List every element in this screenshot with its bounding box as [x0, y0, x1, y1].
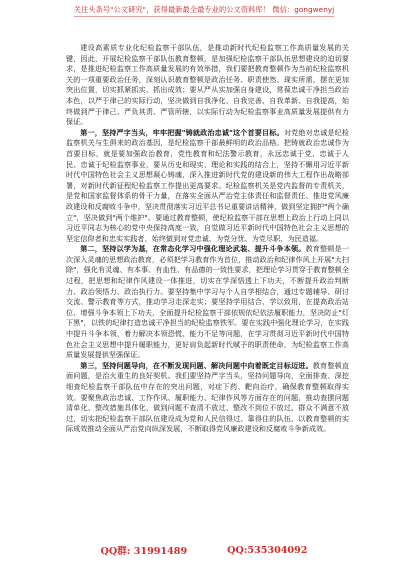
section-2-heading: 第二，坚持以学为基，在常态化学习中强化理论武装、提升斗争本领。 [80, 244, 306, 254]
qq-number: QQ:535304092 [227, 544, 308, 556]
paragraph-section-2 [66, 244, 349, 361]
qq-group-number: QQ群: 31991489 [100, 546, 188, 557]
section-3-text: 教育整顿直面问题，是治火重生的良好契机。我们要坚持严字当头，坚持问题导向，全面排查、深挖细查纪检监察干部队伍中存在的突出问题，对症下药、靶向治疗，确保教育整顿取得实效。要聚焦政治忠诚、工作作风、履职能力、纪律作风等方面存在的问题，推动查摆问题清单化、整改措施具体化，做到问题不查清不放过、整改不到位不放过、群众不满意不放过，切实把纪检监察干部队伍建设成为党和人民信得过、靠得住的队伍，以教育整顿的实际成效推动全面从严治党向纵深发展，不断取得党风廉政建设和反腐败斗争新成效。 [66, 360, 349, 434]
section-3-heading: 第三，坚持问题导向，在不断发现问题、解决问题中向着既定目标迈进。 [80, 360, 313, 370]
section-1-text: 对党绝对忠诚是纪检监察机关与生俱来的政治基因，是纪检监察干部最鲜明的政治品格。把铸就政治忠诚作为首要目标，就是要加强政治教育，党性教育和纪法警示教育，永远忠诚于党、忠诚于人民、忠诚于纪检监察事业，要从历史和现实、理论和实践的结合上，坚持不懈用习近平新时代中国特色社会主义思想凝心铸魂，深入推进新时代党的建设新的伟大工程作出战略部署，对新时代新征程纪检监察工作提出更高要求。纪检监察机关是党内监督的专责机关，是党和国家监督体系的骨干力量，在落实全面从严治党主体责任和监督责任、推进党风廉政建设和反腐败斗争中，坚决贯彻落实习近平总书记重要讲话精神，做到坚定拥护"两个确立"，坚决做到"两个维护"。要通过教育整顿，使纪检监察干部在思想上政治上行动上同以习近平同志为核心的党中央保持高度一致，自觉做习近平新时代中国特色社会主义思想的坚定信仰者和忠实实践者，始终做到对党忠诚、为党分忧、为党尽职、为民造福。 [66, 127, 350, 243]
article-body [66, 43, 349, 435]
paragraph-section-3 [66, 361, 349, 435]
section-1-heading: 第一，坚持严字当头，牢牢把握"铸就政治忠诚"这个首要目标。 [80, 127, 284, 137]
top-banner [0, 0, 408, 22]
footer-contact [0, 540, 408, 560]
banner-text: 关注头条号"公文研究"，获得最新最全最专业的公文资料库！ 微信：gongwenyj [74, 5, 335, 17]
paragraph-section-1 [66, 128, 349, 245]
section-2-text: 教育整顿是一次深入灵魂的思想政治教育，必须把学习教育作为首位，推动政治和纪律作风上开展"大扫除"，强化有灵魂、有本事、有血性、有品德的一致性要求，把理论学习贯穿于教育整顿全过程，把思想和纪律作风建设一体推进，切实在学深悟透上下功夫，不断提升政治判断力、政治领悟力、政治执行力。要坚持集中学习与个人自学相结合，通过专题辅导、研讨交流、警示教育等方式，推动学习走深走实；要坚持学用结合、学以致用，在提高政治站位、增强斗争本领上下功夫，全面提升纪检监察干部依规依纪依法履职能力，坚决防止"灯下黑"，以铁的纪律打造忠诚干净担当的纪检监察铁军。要在实践中强化理论学习，在实践中提升斗争本领，着力解决本领恐慌、能力不足等问题，在学习贯彻习近平新时代中国特色社会主义思想中提升履职能力，更好肩负起新时代赋予的职责使命，为纪检监察工作高质量发展提供坚强保证。 [66, 244, 349, 360]
paragraph-intro: 建设高素质专业化纪检监察干部队伍，是推动新时代纪检监察工作高质量发展的关键，因此，开展纪检监察干部队伍教育整顿，是加强纪检监察干部队伍思想建设的迫切要求，是推进纪检监察工作高质量发展的有效举措，我们要把教育整顿作为当前纪检监察机关的一项重要政治任务，深刻认识教育整顿是政治任务、职责使然、现实所需，摆在更加突出位置，切实抓紧抓实、抓出成效；要从严从实加强自身建设，常葆忠诚干净担当政治本色，以严于律己的实际行动，坚决做到自我净化、自我完善、自我革新、自我提高，始终做到严于律己、严负其责、严管所辖，以实际行动为纪检监察事业高质量发展提供有力保证。 [66, 43, 349, 127]
